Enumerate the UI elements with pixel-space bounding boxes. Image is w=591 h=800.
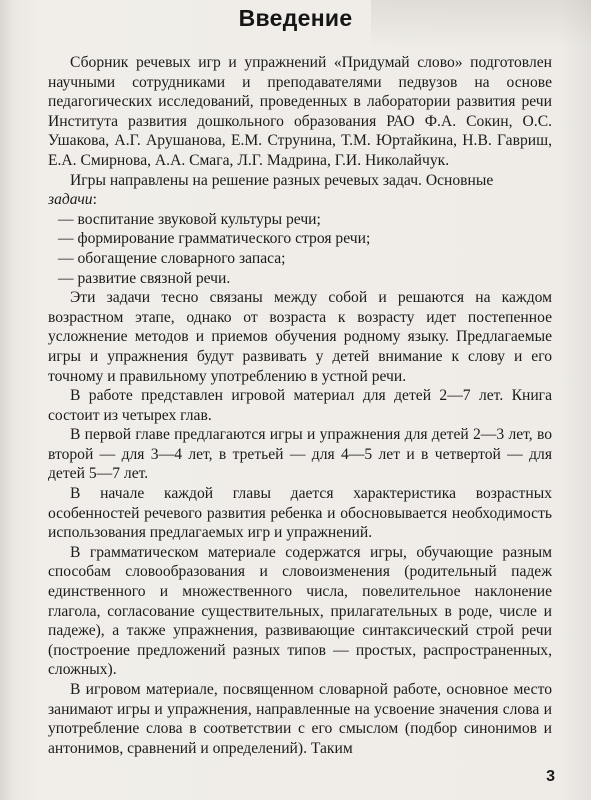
page-number: 3 xyxy=(546,768,555,785)
paragraph-chapters: В первой главе предлагаются игры и упражнения для детей 2—3 лет, во второй — для 3—4 лет, в третьей — для 4—5 лет и в четвертой — для детей 5—7 лет. xyxy=(48,426,552,483)
goals-colon: : xyxy=(92,191,97,209)
task-item: — формирование грамматического строя речи; xyxy=(58,230,371,248)
task-item: — воспитание звуковой культуры речи; xyxy=(58,210,321,228)
task-item: — развитие связной речи. xyxy=(58,269,231,287)
paragraph-age-range: В работе представлен игровой материал для детей 2—7 лет. Книга состоит из четырех глав. xyxy=(48,387,552,424)
paragraph-grammar: В грамматическом материале содержатся игры, обучающие разным способам словообразования и словоизменения (родительный падеж единственного и множественного числа, повелительное наклонение глагола, согласование существительных, прилагательных в роде, числе и падеже), а также упражнения, развивающие синтаксический строй речи (построение предложений разных типов — простых, распространенных, сложных). xyxy=(48,543,552,679)
goals-lead: Игры направлены на решение разных речевых задач. Основные xyxy=(70,171,494,189)
task-item: — обогащение словарного запаса; xyxy=(58,249,286,267)
page-title: Введение xyxy=(238,5,353,31)
paragraph-vocabulary: В игровом материале, посвященном словарной работе, основное место занимают игры и упражнения, направленные на усвоение значения слова и употребление слова в соответствии с его смыслом (подбор синонимов и антонимов, сравнений и определений). Таким xyxy=(48,681,552,757)
paragraph-tasks-relation: Эти задачи тесно связаны между собой и решаются на каждом возрастном этапе, однако от возраста к возрасту идет постепенное усложнение методов и приемов обучения родному языку. Предлагаемые игры и упражнения будут развивать у детей внимание к слову и его точному и правильному употреблению в устной речи. xyxy=(48,289,552,385)
page-body xyxy=(48,53,552,758)
goals-emphasis: задачи xyxy=(48,191,93,209)
paragraph-chapter-intro: В начале каждой главы дается характеристика возрастных особенностей речевого развития ребенка и обосновывается необходимость использования предлагаемых игр и упражнений. xyxy=(48,485,552,542)
paragraph-goals xyxy=(48,171,552,210)
paragraph-authors: Сборник речевых игр и упражнений «Придумай слово» подготовлен научными сотрудниками и преподавателями педвузов на основе педагогических исследований, проведенных в лаборатории развития речи Института развития дошкольного образования РАО Ф.А. Сокин, О.С. Ушакова, А.Г. Арушанова, Е.М. Струнина, Т.М. Юртайкина, Н.В. Гавриш, Е.А. Смирнова, А.А. Смага, Л.Г. Мадрина, Г.И. Николайчук. xyxy=(48,54,552,169)
